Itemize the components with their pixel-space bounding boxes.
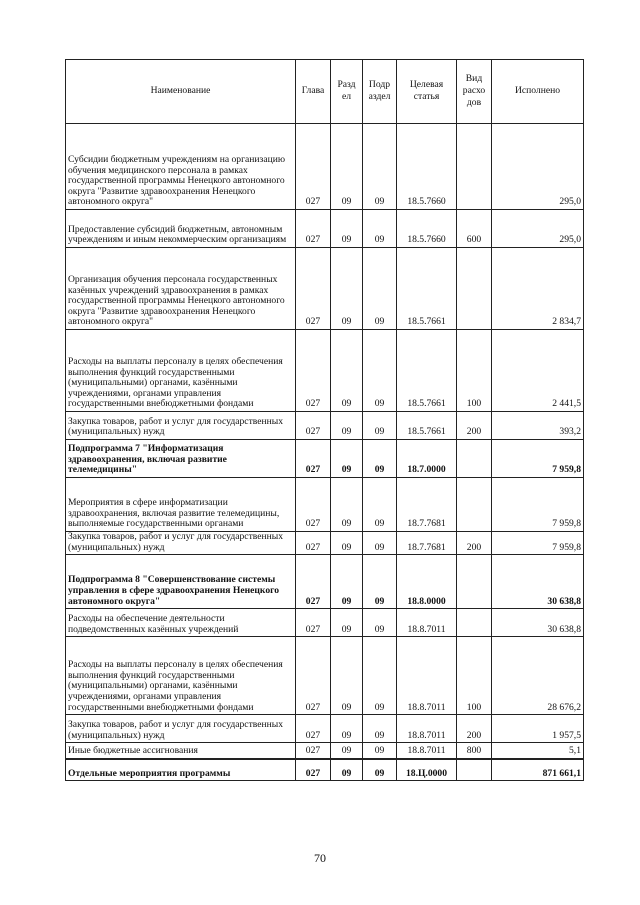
cell-name: Закупка товаров, работ и услуг для государственных (муниципальных) нужд [66,412,296,440]
cell-name: Расходы на обеспечение деятельности подведомственных казённых учреждений [66,609,296,637]
cell-vid: 100 [457,330,492,412]
cell-target: 18.5.7661 [397,248,457,330]
cell-name: Расходы на выплаты персоналу в целях обеспечения выполнения функций государственными (муниципальными) органами, казёнными учреждениями, органами управления государственными внебюджетными фондами [66,330,296,412]
table-row [66,715,584,743]
cell-vid [457,759,492,781]
cell-target: 18.7.7681 [397,478,457,532]
cell-name: Закупка товаров, работ и услуг для государственных (муниципальных) нужд [66,715,296,743]
table-row [66,637,584,715]
cell-executed: 295,0 [492,210,584,248]
cell-target: 18.8.7011 [397,637,457,715]
cell-executed: 30 638,8 [492,609,584,637]
cell-podrazdel: 09 [363,330,397,412]
cell-executed: 7 959,8 [492,478,584,532]
cell-glava: 027 [296,440,331,478]
cell-executed: 871 661,1 [492,759,584,781]
cell-razdel: 09 [331,532,363,555]
cell-glava: 027 [296,532,331,555]
cell-executed: 2 441,5 [492,330,584,412]
cell-name: Мероприятия в сфере информатизации здравоохранения, включая развитие телемедицины, выполняемые государственными органами [66,478,296,532]
cell-razdel: 09 [331,555,363,609]
cell-podrazdel: 09 [363,124,397,210]
cell-razdel: 09 [331,637,363,715]
cell-vid: 100 [457,637,492,715]
cell-target: 18.8.7011 [397,609,457,637]
cell-razdel: 09 [331,478,363,532]
cell-vid: 200 [457,412,492,440]
cell-target: 18.5.7661 [397,412,457,440]
cell-executed: 30 638,8 [492,555,584,609]
table-row [66,248,584,330]
cell-executed: 7 959,8 [492,440,584,478]
cell-razdel: 09 [331,124,363,210]
cell-glava: 027 [296,555,331,609]
cell-razdel: 09 [331,210,363,248]
table-row [66,440,584,478]
table-row [66,532,584,555]
cell-razdel: 09 [331,715,363,743]
cell-executed: 393,2 [492,412,584,440]
cell-target: 18.7.0000 [397,440,457,478]
cell-razdel: 09 [331,609,363,637]
table-row [66,743,584,759]
cell-podrazdel: 09 [363,412,397,440]
cell-target: 18.8.0000 [397,555,457,609]
header-executed: Исполнено [492,60,584,124]
table-row [66,124,584,210]
cell-podrazdel: 09 [363,532,397,555]
table-row [66,478,584,532]
cell-podrazdel: 09 [363,555,397,609]
cell-executed: 295,0 [492,124,584,210]
table-row [66,210,584,248]
header-name: Наименование [66,60,296,124]
cell-razdel: 09 [331,248,363,330]
cell-name: Организация обучения персонала государственных казённых учреждений здравоохранения в рамках государственной программы Ненецкого автономного округа "Развитие здравоохранения Ненецкого автономного округа" [66,248,296,330]
header-podrazdel: Подр аздел [363,60,397,124]
cell-glava: 027 [296,210,331,248]
cell-executed: 28 676,2 [492,637,584,715]
cell-vid: 600 [457,210,492,248]
cell-glava: 027 [296,330,331,412]
cell-target: 18.5.7660 [397,124,457,210]
table-header-row [66,60,584,124]
table-row [66,759,584,781]
page-number: 70 [314,851,326,865]
cell-vid [457,248,492,330]
cell-podrazdel: 09 [363,743,397,759]
cell-target: 18.8.7011 [397,743,457,759]
table-row [66,412,584,440]
cell-razdel: 09 [331,759,363,781]
cell-glava: 027 [296,715,331,743]
cell-podrazdel: 09 [363,637,397,715]
cell-razdel: 09 [331,330,363,412]
cell-vid: 200 [457,532,492,555]
cell-target: 18.7.7681 [397,532,457,555]
cell-name: Закупка товаров, работ и услуг для государственных (муниципальных) нужд [66,532,296,555]
cell-podrazdel: 09 [363,759,397,781]
header-razdel: Разд ел [331,60,363,124]
cell-name: Подпрограмма 8 "Совершенствование системы управления в сфере здравоохранения Ненецкого автономного округа" [66,555,296,609]
cell-razdel: 09 [331,412,363,440]
cell-vid [457,440,492,478]
cell-glava: 027 [296,248,331,330]
cell-vid [457,124,492,210]
cell-glava: 027 [296,759,331,781]
cell-target: 18.5.7661 [397,330,457,412]
budget-table [65,59,584,781]
cell-name: Предоставление субсидий бюджетным, автономным учреждениям и иным некоммерческим организациям [66,210,296,248]
cell-target: 18.8.7011 [397,715,457,743]
cell-vid [457,555,492,609]
table-row [66,609,584,637]
header-target: Целевая статья [397,60,457,124]
cell-name: Расходы на выплаты персоналу в целях обеспечения выполнения функций государственными (муниципальными) органами, казёнными учреждениями, органами управления государственными внебюджетными фондами [66,637,296,715]
cell-glava: 027 [296,609,331,637]
cell-executed: 5,1 [492,743,584,759]
cell-vid [457,478,492,532]
cell-podrazdel: 09 [363,210,397,248]
cell-vid: 800 [457,743,492,759]
cell-executed: 7 959,8 [492,532,584,555]
header-glava: Глава [296,60,331,124]
cell-razdel: 09 [331,440,363,478]
cell-glava: 027 [296,637,331,715]
cell-podrazdel: 09 [363,715,397,743]
cell-executed: 1 957,5 [492,715,584,743]
cell-podrazdel: 09 [363,609,397,637]
header-vid: Вид расхо дов [457,60,492,124]
cell-name: Субсидии бюджетным учреждениям на организацию обучения медицинского персонала в рамках государственной программы Ненецкого автономного округа "Развитие здравоохранения Ненецкого автономного округа" [66,124,296,210]
table-row [66,330,584,412]
cell-podrazdel: 09 [363,478,397,532]
cell-vid [457,609,492,637]
cell-target: 18.5.7660 [397,210,457,248]
cell-razdel: 09 [331,743,363,759]
cell-executed: 2 834,7 [492,248,584,330]
cell-podrazdel: 09 [363,248,397,330]
table-body [66,124,584,781]
cell-podrazdel: 09 [363,440,397,478]
table-row [66,555,584,609]
cell-target: 18.Ц.0000 [397,759,457,781]
cell-name: Подпрограмма 7 "Информатизация здравоохранения, включая развитие телемедицины" [66,440,296,478]
cell-glava: 027 [296,478,331,532]
cell-glava: 027 [296,412,331,440]
cell-name: Иные бюджетные ассигнования [66,743,296,759]
cell-glava: 027 [296,743,331,759]
cell-vid: 200 [457,715,492,743]
cell-name: Отдельные мероприятия программы [66,759,296,781]
cell-glava: 027 [296,124,331,210]
